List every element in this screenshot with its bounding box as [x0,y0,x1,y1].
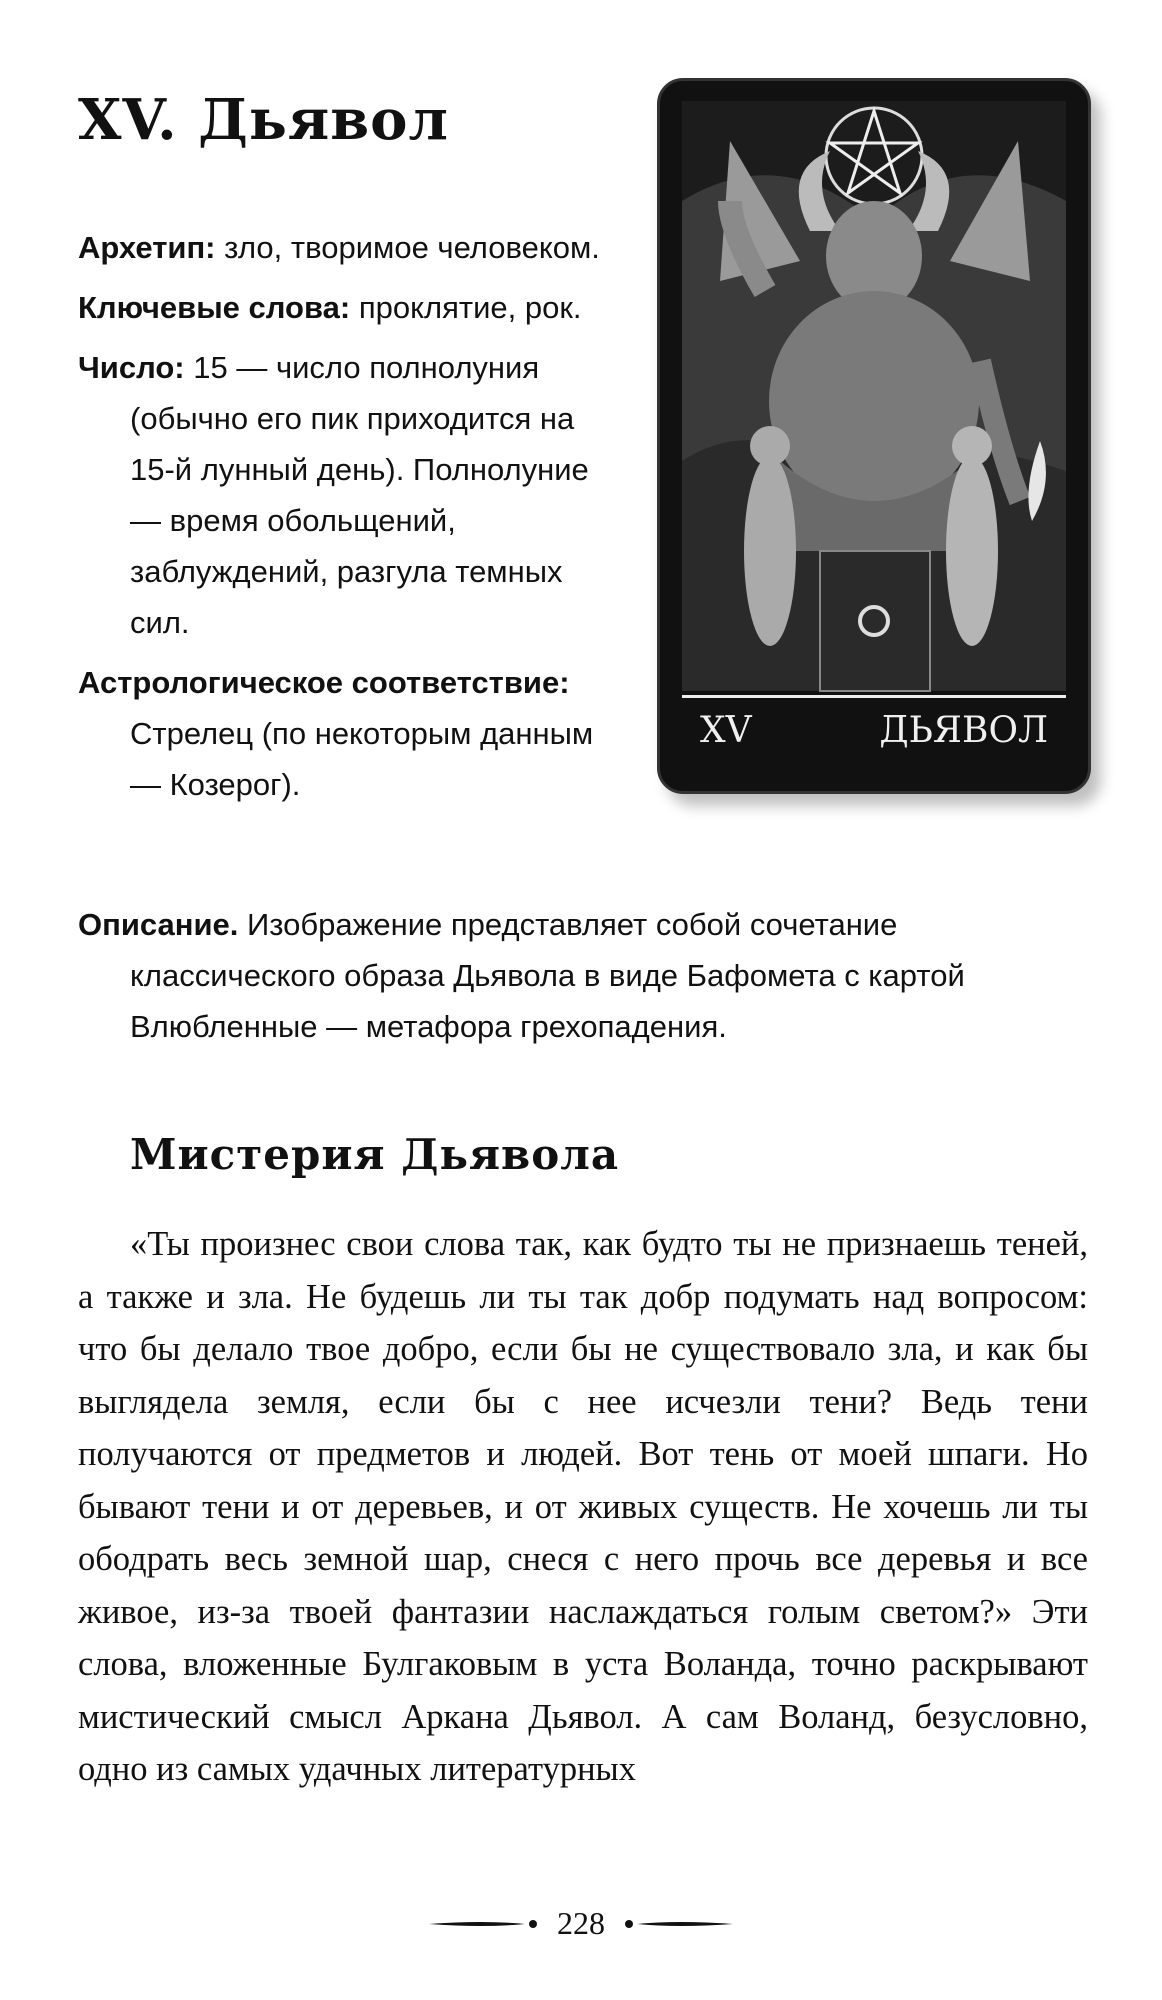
info-text: 15 — число полнолуния (обычно его пик приходится на 15-й лунный день). Полнолуние — время обольщений, заблуждений, разгула темных сил. [130,350,589,640]
info-text: Стрелец (по некоторым данным — Козерог). [130,716,594,802]
tarot-card-illustration [657,78,1091,794]
page-title: XV. Дьявол [78,87,450,153]
description-text: Изображение представляет собой сочетание классического образа Дьявола в виде Бафомета с картой Влюбленные — метафора грехопадения. [130,907,965,1044]
info-archetype [78,222,618,273]
description-paragraph [78,899,1088,1052]
info-text: зло, творимое человеком. [215,230,600,265]
left-ornament-icon [429,1917,539,1931]
page-footer [0,1905,1162,1942]
info-keywords [78,282,618,333]
info-label: Ключевые слова: [78,290,351,325]
body-paragraph: «Ты произнес свои слова так, как будто ты не признаешь теней, а также и зла. Не будешь ли ты так добр подумать над вопросом: что бы делало твое добро, если бы не существовало зла, и как бы выглядела земля, если бы с нее исчезли тени? Ведь тени получаются от предметов и людей. Вот тень от моей шпаги. Но бывают тени и от деревьев, и от живых существ. Не хочешь ли ты ободрать весь земной шар, снеся с него прочь все деревья и все живое, из-за твоей фантазии наслаждаться голым светом?» Эти слова, вложенные Булгаковым в уста Воланда, точно раскрывают мистический смысл Аркана Дьявол. А сам Воланд, безусловно, одно из самых удачных литературных [78,1225,1088,1788]
info-label: Астрологическое соответствие: [78,665,570,700]
card-info-block [78,222,618,819]
info-astrology [78,657,618,810]
card-caption [682,695,1066,763]
info-label: Число: [78,350,185,385]
info-number [78,342,618,648]
section-title: Мистерия Дьявола [130,1130,620,1179]
devil-card-art [660,81,1088,791]
page-number: 228 [557,1905,605,1941]
card-number: XV [700,710,752,751]
description-label: Описание. [78,907,239,942]
info-label: Архетип: [78,230,216,265]
card-name: ДЬЯВОЛ [879,710,1048,751]
right-ornament-icon [623,1917,733,1931]
info-text: проклятие, рок. [350,290,582,325]
